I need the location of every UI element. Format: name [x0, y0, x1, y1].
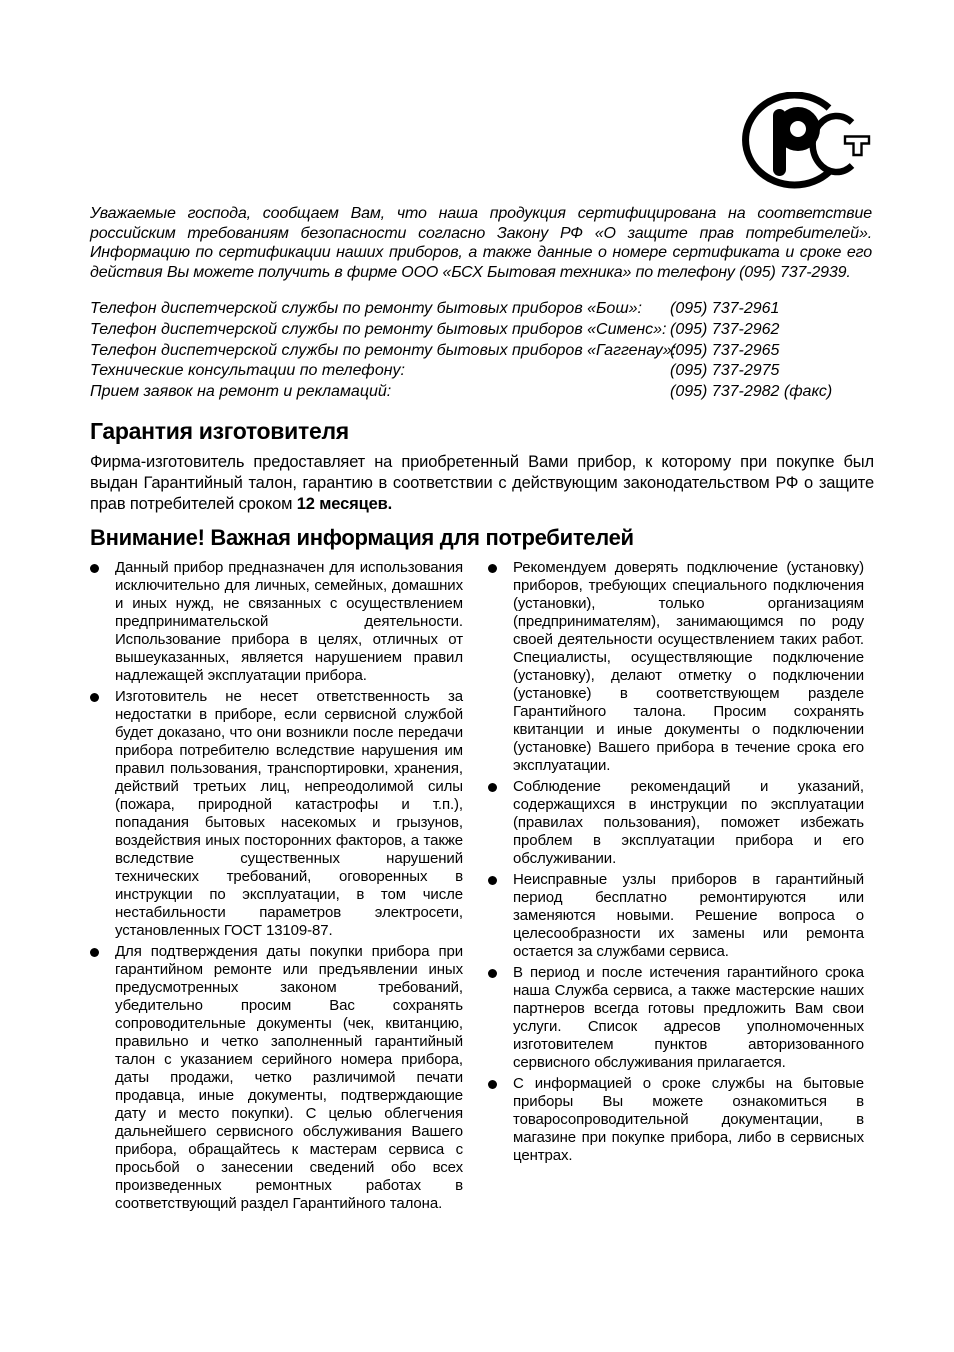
bullet-icon: [488, 969, 497, 978]
phone-label: Прием заявок на ремонт и рекламаций:: [90, 383, 392, 401]
phone-row: [90, 383, 872, 404]
bullet-text: Данный прибор предназначен для использования исключительно для личных, семейных, домашних и иных нужд, не связанных с осуществлением предпринимательской деятельности. Использование прибора в целях, отличных от вышеуказанных, является нарушением правил надлежащей эксплуатации прибора.: [115, 559, 463, 684]
notice-section-title: Внимание! Важная информация для потребителей: [90, 525, 634, 550]
phone-label: Телефон диспетчерской службы по ремонту бытовых приборов «Сименс»:: [90, 320, 667, 338]
bullet-icon: [90, 693, 99, 702]
bullet-text: Соблюдение рекомендаций и указаний, содержащихся в инструкции по эксплуатации (правилах пользования), поможет избежать проблем в эксплуатации прибора и его обслуживании.: [513, 778, 864, 867]
bullet-text: Для подтверждения даты покупки прибора при гарантийном ремонте или предъявлении иных предусмотренных законом требований, убедительно просим Вас сохранять сопроводительные документы (чек, квитанцию, правильно и четко заполненный гарантийный талон с указанием серийного номера прибора, даты продажи, четко различимой печати продавца, иные документы, подтверждающие дату и место покупки). С целью облегчения дальнейшего сервисного обслуживания Вашего прибора, обращайтесь к мастерам сервиса с просьбой о занесении сведений обо всех произведенных ремонтных работах в соответствующий раздел Гарантийного талона.: [115, 943, 463, 1212]
warranty-text: Фирма-изготовитель предоставляет на приобретенный Вами прибор, к которому при покупке был выдан Гарантийный талон, гарантию в соответствии с действующим законодательством РФ о защите прав потребителей сроком: [90, 453, 874, 513]
bullet-text: Изготовитель не несет ответственность за недостатки в приборе, если сервисной службой будет доказано, что они возникли после передачи прибора потребителю вследствие нарушения им правил пользования, транспортировки, хранения, действий третьих лиц, непреодолимой силы (пожара, природной катастрофы и т.п.), попадания бытовых насекомых и грызунов, воздействия иных посторонних факторов, а также вследствие существенных нарушений технических требований, оговоренных в инструкции по эксплуатации, в том числе нестабильности параметров электросети, установленных ГОСТ 13109-87.: [115, 688, 463, 939]
phone-label: Телефон диспетчерской службы по ремонту бытовых приборов «Бош»:: [90, 300, 642, 317]
bullet-item: [488, 871, 864, 961]
bullet-text: Неисправные узлы приборов в гарантийный период бесплатно ремонтируются или заменяются новыми. Решение вопроса о целесообразности их замены или ремонта остается за службами сервиса.: [513, 871, 864, 960]
bullet-item: [488, 559, 864, 775]
phone-number: (095) 737-2982 (факс): [670, 383, 833, 401]
warranty-paragraph: [90, 452, 874, 514]
phone-number: (095) 737-2975: [670, 362, 780, 380]
bullet-icon: [488, 564, 497, 573]
phone-label: Телефон диспетчерской службы по ремонту бытовых приборов «Гаггенау»:: [90, 341, 677, 359]
bullet-item: [90, 559, 463, 685]
bullet-icon: [90, 948, 99, 957]
phone-row: [90, 300, 872, 321]
phone-list: [90, 300, 872, 404]
bullet-text: В период и после истечения гарантийного срока наша Служба сервиса, а также мастерские наших партнеров всегда готовы предложить Вам свои услуги. Список адресов уполномоченных изготовителем пунктов авторизованного сервисного обслуживания прилагается.: [513, 964, 864, 1071]
phone-row: [90, 321, 872, 342]
bullet-item: [90, 688, 463, 940]
bullet-icon: [488, 876, 497, 885]
bullet-text: С информацией о сроке службы на бытовые приборы Вы можете ознакомиться в товаросопроводительной документации, в магазине при покупке прибора, либо в сервисных центрах.: [513, 1075, 864, 1164]
warranty-section-title: Гарантия изготовителя: [90, 418, 349, 444]
bullet-item: [90, 943, 463, 1213]
bullet-item: [488, 778, 864, 868]
bullet-icon: [488, 783, 497, 792]
notice-right-column: [488, 559, 864, 1168]
bullet-icon: [90, 564, 99, 573]
bullet-item: [488, 964, 864, 1072]
rst-certification-logo: [742, 92, 872, 194]
phone-row: [90, 342, 872, 363]
phone-number: (095) 737-2962: [670, 320, 780, 338]
warranty-term: 12 месяцев.: [296, 494, 393, 513]
notice-left-column: [90, 559, 463, 1216]
rst-mark-icon: [742, 92, 872, 194]
certification-notice: Уважаемые господа, сообщаем Вам, что наша продукция сертифицирована на соответствие российским требованиям безопасности согласно Закону РФ «О защите прав потребителей». Информацию по сертификации наших приборов, а также данные о номере сертификата и сроке его действия Вы можете получить в фирме ООО «БСХ Бытовая техника» по телефону (095) 737-2939.: [90, 205, 872, 281]
bullet-text: Рекомендуем доверять подключение (установку) приборов, требующих специального подключения (установки), только организациям (предпринимателям), занимающимся по роду своей деятельности осуществлением таких работ. Специалисты, осуществляющие подключение (установку), делают отметку о подключении (установке) в соответствующем разделе Гарантийного талона. Просим сохранять квитанции и иные документы о подключении (установке) Вашего прибора в течение срока его эксплуатации.: [513, 559, 864, 774]
phone-number: (095) 737-2961: [670, 300, 780, 317]
bullet-item: [488, 1075, 864, 1165]
phone-number: (095) 737-2965: [670, 341, 780, 359]
phone-row: [90, 362, 872, 383]
phone-label: Технические консультации по телефону:: [90, 362, 405, 380]
bullet-icon: [488, 1080, 497, 1089]
